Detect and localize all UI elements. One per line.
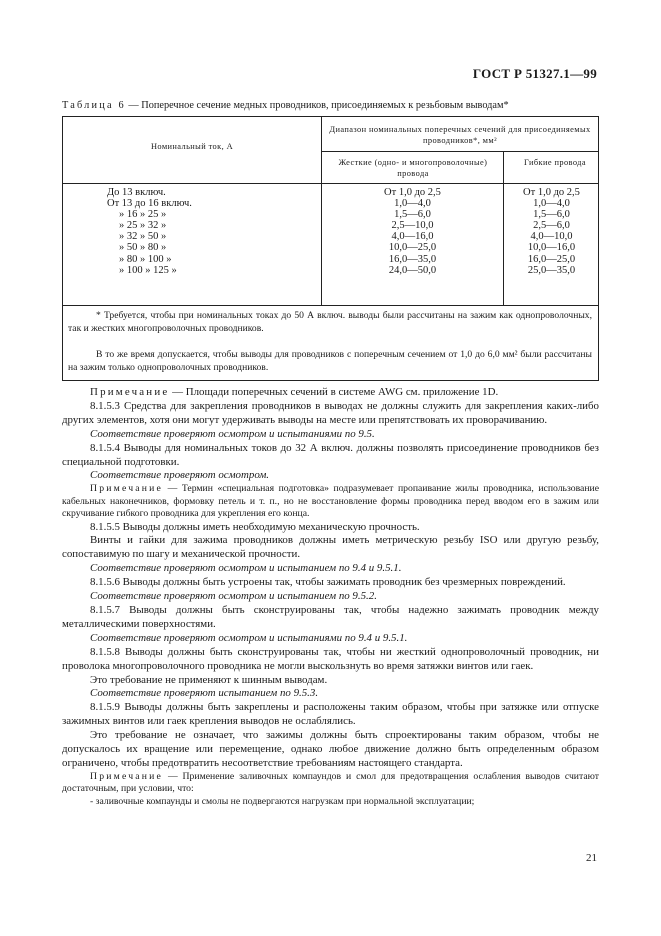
table-row-rigid: 4,0—16,0 bbox=[391, 231, 434, 243]
table-row-current: » 80 » 100 » bbox=[119, 253, 172, 265]
para-8-1-5-8: 8.1.5.8 Выводы должны быть сконструированы так, чтобы ни жесткий однопроволочный проводник, ни проволока многопроволочного проводника не могли выскользнуть во время затяжки винтов или гаек. bbox=[62, 645, 599, 672]
table-row-rigid: 1,0—4,0 bbox=[394, 198, 431, 210]
table-row-flexible: 1,0—4,0 bbox=[533, 198, 570, 210]
table-row-rigid: 2,5—10,0 bbox=[391, 220, 434, 232]
para-8-1-5-3: 8.1.5.3 Средства для закрепления проводников в выводах не должны служить для закрепления каких-либо других элементов, хотя они могут удерживать выводы на месте или препятствовать их проворачиванию. bbox=[62, 399, 599, 426]
para-8-1-5-9b: Это требование не означает, что зажимы должны быть спроектированы таким образом, чтобы не допускалось их вращение или перемещение, однако любое движение должно быть определенным образом ограничено, чтобы предотвратить несоответствие требованиям настоящего стандарта. bbox=[62, 729, 599, 769]
col-rigid-header: Жесткие (одно- и многопроволочные) провода bbox=[338, 158, 488, 178]
table-row-rigid: 24,0—50,0 bbox=[388, 264, 437, 276]
note-label: Примечание bbox=[90, 386, 170, 398]
table-row-current: » 32 » 50 » bbox=[119, 231, 167, 243]
table-row-rigid: 1,5—6,0 bbox=[394, 209, 431, 221]
col-flexible-header: Гибкие провода bbox=[524, 158, 586, 167]
note-label: Примечание bbox=[90, 483, 164, 495]
table-row-current: » 25 » 32 » bbox=[119, 220, 167, 232]
table-row-flexible: 10,0—16,0 bbox=[527, 242, 576, 254]
compliance-8-1-5-7: Соответствие проверяют осмотром и испытаниями по 9.4 и 9.5.1. bbox=[90, 631, 408, 644]
para-8-1-5-4: 8.1.5.4 Выводы для номинальных токов до 32 А включ. должны позволять присоединение проводников без специальной подготовки. bbox=[62, 441, 599, 468]
note-1-text: — Площади поперечных сечений в системе AWG см. приложение 1D. bbox=[169, 386, 499, 398]
table-caption-text: — Поперечное сечение медных проводников, присоединяемых к резьбовым выводам* bbox=[125, 100, 509, 111]
table-row-flexible: 1,5—6,0 bbox=[533, 209, 570, 221]
compliance-8-1-5-6: Соответствие проверяют осмотром и испытанием по 9.5.2. bbox=[90, 590, 377, 603]
note-2-text: — Термин «специальная подготовка» подразумевает пропаивание жилы проводника, использование кабельных наконечников, формовку петель и т. п., но не восстановление формы проводника перед вводом его в зажим или скручивание гибкого проводника для укрепления его конца. bbox=[62, 483, 599, 520]
note-label: Примечание bbox=[90, 770, 164, 782]
note-1 bbox=[62, 386, 599, 400]
table-row-current: » 16 » 25 » bbox=[119, 209, 167, 221]
table-row-rigid: 10,0—25,0 bbox=[388, 242, 437, 254]
standard-id: ГОСТ Р 51327.1—99 bbox=[472, 66, 597, 81]
note-3 bbox=[62, 771, 599, 796]
bullet-1: - заливочные компаунды и смолы не подвергаются нагрузкам при нормальной эксплуатации; bbox=[90, 795, 475, 807]
current-column bbox=[107, 187, 307, 276]
flexible-column bbox=[504, 187, 599, 276]
table-row-flexible: 16,0—25,0 bbox=[527, 253, 576, 265]
rigid-column bbox=[322, 187, 503, 276]
compliance-8-1-5-3: Соответствие проверяют осмотром и испытаниями по 9.5. bbox=[90, 427, 375, 440]
note-2 bbox=[62, 483, 599, 520]
table-row-flexible: 2,5—6,0 bbox=[533, 220, 570, 232]
col-range-header: Диапазон номинальных поперечных сечений для присоединяемых проводников*, мм² bbox=[329, 125, 591, 145]
para-8-1-5-7: 8.1.5.7 Выводы должны быть сконструированы так, чтобы надежно зажимать проводник между металлическими поверхностями. bbox=[62, 604, 599, 630]
table-row-current: До 13 включ. bbox=[107, 187, 166, 198]
table-row-current: » 100 » 125 » bbox=[119, 264, 177, 276]
compliance-8-1-5-4: Соответствие проверяют осмотром. bbox=[90, 469, 270, 482]
page-number: 21 bbox=[586, 852, 597, 864]
para-8-1-5-5: 8.1.5.5 Выводы должны иметь необходимую механическую прочность. bbox=[90, 520, 420, 533]
para-8-1-5-6: 8.1.5.6 Выводы должны быть устроены так, чтобы зажимать проводник без чрезмерных повреждений. bbox=[90, 576, 566, 589]
col-current-header: Номинальный ток, А bbox=[150, 142, 234, 151]
table-row-current: » 50 » 80 » bbox=[119, 242, 167, 254]
para-8-1-5-9: 8.1.5.9 Выводы должны быть закреплены и расположены таким образом, чтобы при затяжке или отпуске зажимных винтов или гаек крепления выводов не ослаблялись. bbox=[62, 701, 599, 728]
table-row-current: От 13 до 16 включ. bbox=[107, 198, 192, 210]
table-row-flexible: От 1,0 до 2,5 bbox=[523, 187, 580, 198]
table-row-flexible: 25,0—35,0 bbox=[527, 264, 576, 276]
para-8-1-5-5b: Винты и гайки для зажима проводников должны иметь метрическую резьбу ISO или другую резьбу, сопоставимую по шагу и механической прочности. bbox=[62, 534, 599, 561]
table-caption bbox=[62, 100, 509, 111]
table-caption-label: Таблица 6 bbox=[62, 100, 126, 111]
note-3-text: — Применение заливочных компаундов и смол для предотвращения ослабления выводов считают достаточным, при условии, что: bbox=[62, 770, 599, 795]
compliance-8-1-5-5: Соответствие проверяют осмотром и испытанием по 9.4 и 9.5.1. bbox=[90, 562, 402, 575]
compliance-8-1-5-8: Соответствие проверяют испытанием по 9.5.3. bbox=[90, 687, 319, 700]
table-footnote-1: * Требуется, чтобы при номинальных токах до 50 А включ. выводы были рассчитаны на зажим как однопроволочных, так и жестких многопроволочных проводников. bbox=[68, 310, 592, 334]
para-8-1-5-8b: Это требование не применяют к шинным выводам. bbox=[90, 673, 328, 686]
conductor-table bbox=[62, 116, 599, 381]
table-footnote-2: В то же время допускается, чтобы выводы для проводников с поперечным сечением от 1,0 до 6,0 мм² были рассчитаны на зажим только однопроволочных проводников. bbox=[68, 349, 592, 373]
body-text bbox=[62, 386, 599, 808]
table-row-flexible: 4,0—10,0 bbox=[530, 231, 573, 243]
table-row-rigid: От 1,0 до 2,5 bbox=[384, 187, 441, 198]
table-row-rigid: 16,0—35,0 bbox=[388, 253, 437, 265]
